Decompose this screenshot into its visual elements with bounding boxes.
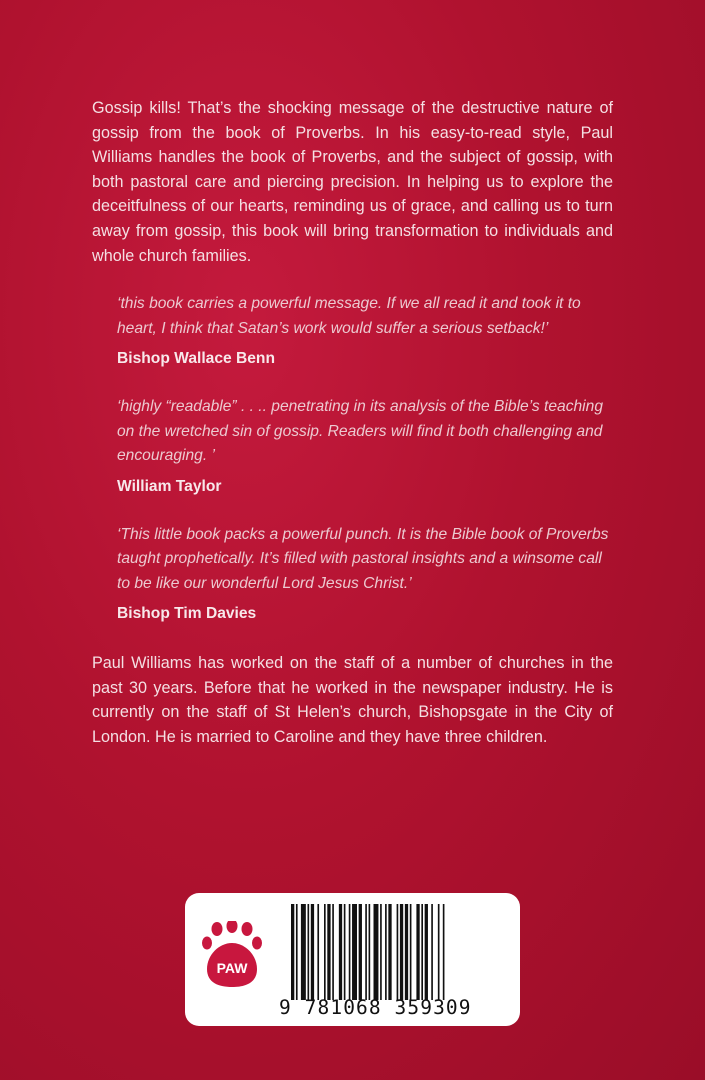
endorsement — [117, 523, 613, 627]
barcode-bar — [352, 904, 357, 1000]
barcode-bar — [308, 904, 310, 1000]
barcode-bar — [410, 904, 412, 1000]
back-cover-content — [92, 96, 613, 750]
barcode-bar — [425, 904, 428, 1000]
barcode-bar — [431, 904, 433, 1000]
endorsement — [117, 395, 613, 499]
endorsement-author: William Taylor — [117, 477, 222, 495]
barcode-bar — [332, 904, 334, 1000]
endorsement-author: Bishop Wallace Benn — [117, 350, 275, 368]
barcode-bar — [359, 904, 362, 1000]
barcode-bar — [317, 904, 319, 1000]
barcode-bar — [400, 904, 403, 1000]
barcode-bar — [349, 904, 351, 1000]
paw-publisher-logo — [201, 921, 263, 993]
author-bio: Paul Williams has worked on the staff of a number of churches in the past 30 years. Before that he worked in the newspaper industry. He is currently on the staff of St Helen’s church, Bishopsgate in the City of London. He is married to Caroline and they have three children. — [92, 654, 613, 746]
barcode-bar — [388, 904, 391, 1000]
isbn-barcode — [291, 904, 506, 1000]
barcode-bar — [365, 904, 367, 1000]
barcode-bar — [416, 904, 419, 1000]
barcode-bar — [374, 904, 379, 1000]
barcode-bar — [385, 904, 387, 1000]
barcode-panel — [185, 893, 520, 1026]
barcode-bar — [296, 904, 298, 1000]
endorsement-quote: ‘highly “readable” . . .. penetrating in its analysis of the Bible’s teaching on the wretched sin of gossip. Readers will find it both challenging and encouraging. ’ — [117, 398, 603, 465]
barcode-bar — [438, 904, 440, 1000]
barcode-bar — [291, 904, 294, 1000]
endorsement-author: Bishop Tim Davies — [117, 605, 257, 623]
barcode-bar — [397, 904, 399, 1000]
barcode-bar — [443, 904, 445, 1000]
barcode-bar — [380, 904, 382, 1000]
endorsement-quote: ‘This little book packs a powerful punch. It is the Bible book of Proverbs taught prophetically. It’s filled with pastoral insights and a winsome call to be like our wonderful Lord Jesus Christ.’ — [117, 525, 609, 592]
barcode-bar — [339, 904, 342, 1000]
barcode-bar — [369, 904, 371, 1000]
barcode-bar — [421, 904, 423, 1000]
endorsement-quote: ‘this book carries a powerful message. If we all read it and took it to heart, I think that Satan’s work would suffer a serious setback!’ — [117, 295, 581, 337]
barcode-bar — [324, 904, 326, 1000]
isbn-number: 9 781068 359309 — [279, 996, 472, 1019]
barcode-bar — [327, 904, 330, 1000]
barcode-bar — [405, 904, 408, 1000]
barcode-bar — [301, 904, 306, 1000]
barcode-bar — [344, 904, 346, 1000]
endorsement — [117, 292, 613, 371]
logo-text: PAW — [216, 960, 248, 976]
book-blurb: Gossip kills! That’s the shocking message of the destructive nature of gossip from the book of Proverbs. In his easy-to-read style, Paul Williams handles the book of Proverbs, and the subject of gossip, with both pastoral care and piercing precision. In helping us to explore the deceitfulness of our hearts, reminding us of grace, and calling us to turn away from gossip, this book will bring transformation to individuals and whole church families. — [92, 99, 613, 265]
barcode-bar — [311, 904, 314, 1000]
